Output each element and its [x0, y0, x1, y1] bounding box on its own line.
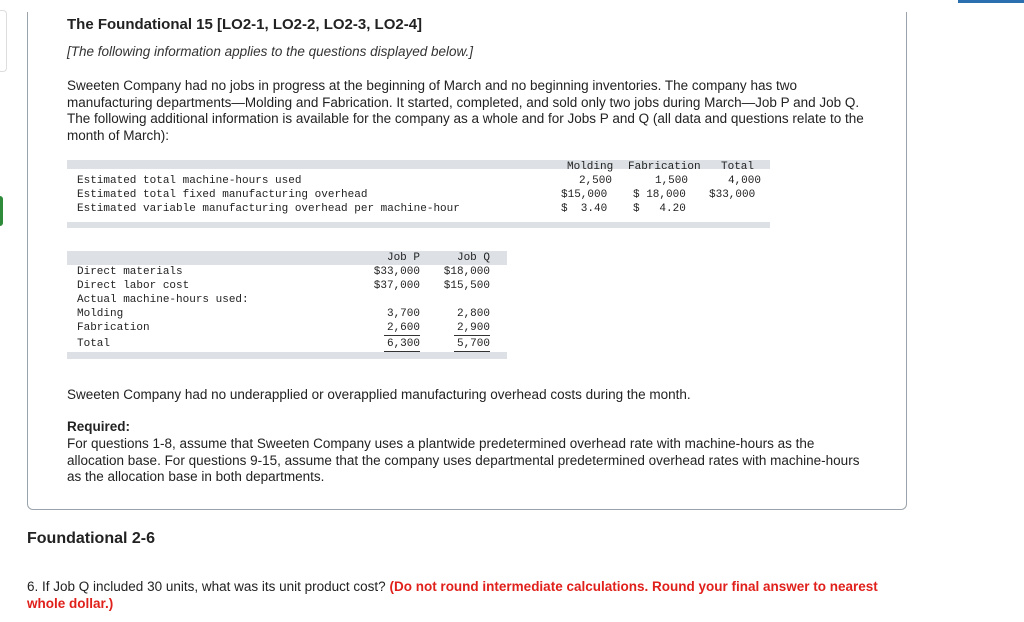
job-cell: 2,900 — [454, 322, 490, 336]
context-note: [The following information applies to the questions displayed below.] — [67, 44, 473, 59]
job-cell: $37,000 — [373, 280, 420, 292]
overhead-note: Sweeten Company had no underapplied or overapplied manufacturing overhead costs during the month. — [67, 387, 691, 402]
job-cell: $15,500 — [443, 280, 490, 292]
question-instruction: (Do not round intermediate calculations. Round your final answer to nearest whole dollar.) — [27, 579, 878, 611]
section-title: Foundational 2-6 — [27, 530, 155, 547]
job-cell: 2,800 — [456, 308, 490, 320]
job-row-label: Direct materials — [77, 266, 183, 278]
dept-header-total: Total — [721, 161, 755, 173]
job-row-label: Fabrication — [77, 322, 150, 334]
dept-cell: $33,000 — [709, 189, 756, 201]
job-row-label: Direct labor cost — [77, 280, 190, 292]
dept-row-label: Estimated variable manufacturing overhead per machine-hour — [77, 203, 460, 215]
question-text: 6. If Job Q included 30 units, what was its unit product cost? — [27, 579, 390, 594]
left-indicator — [0, 196, 3, 226]
job-row-label: Actual machine-hours used: — [77, 294, 249, 306]
job-table-bottom-band — [67, 352, 507, 359]
dept-table-bottom-band — [67, 222, 770, 228]
required-text: For questions 1-8, assume that Sweeten Company uses a plantwide predetermined overhead rate with machine-hours as the allocation base. For questions 9-15, assume that the company uses departmental predetermined overhead rates with machine-hours as the allocation base in both departments. — [67, 436, 860, 484]
question — [27, 578, 897, 612]
job-cell: 2,600 — [384, 322, 420, 336]
dept-row-label: Estimated total fixed manufacturing overhead — [77, 189, 368, 201]
dept-cell: $ 4.20 — [633, 203, 686, 215]
job-cell: 5,700 — [454, 338, 490, 354]
job-header-p: Job P — [386, 252, 420, 264]
job-cell: $33,000 — [373, 266, 420, 278]
required-label: Required: — [67, 419, 131, 434]
dept-cell: $ 3.40 — [561, 203, 608, 215]
job-cell: 3,700 — [386, 308, 420, 320]
dept-row-label: Estimated total machine-hours used — [77, 175, 302, 187]
intro-paragraph: Sweeten Company had no jobs in progress at the beginning of March and no beginning inventories. The company has two manufacturing departments—Molding and Fabrication. It started, completed, and sold only two jobs during March—Job P and Job Q. The following additional information is available for the company as a whole and for Jobs P and Q (all data and questions relate to the month of March): — [67, 78, 864, 143]
job-cell: 6,300 — [384, 338, 420, 354]
job-cell: $18,000 — [443, 266, 490, 278]
dept-cell: 4,000 — [727, 175, 761, 187]
dept-header-fabrication: Fabrication — [628, 161, 701, 173]
job-header-q: Job Q — [456, 252, 490, 264]
job-row-label: Total — [77, 338, 111, 350]
left-edge-tab — [0, 10, 7, 72]
dept-cell: $15,000 — [561, 189, 608, 201]
dept-cell: 2,500 — [578, 175, 612, 187]
job-row-label: Molding — [77, 308, 124, 320]
dept-cell: $ 18,000 — [633, 189, 686, 201]
dept-cell: 1,500 — [654, 175, 688, 187]
top-accent-bar — [958, 0, 1024, 3]
problem-title: The Foundational 15 [LO2-1, LO2-2, LO2-3, LO2-4] — [67, 16, 423, 33]
dept-header-molding: Molding — [567, 161, 614, 173]
